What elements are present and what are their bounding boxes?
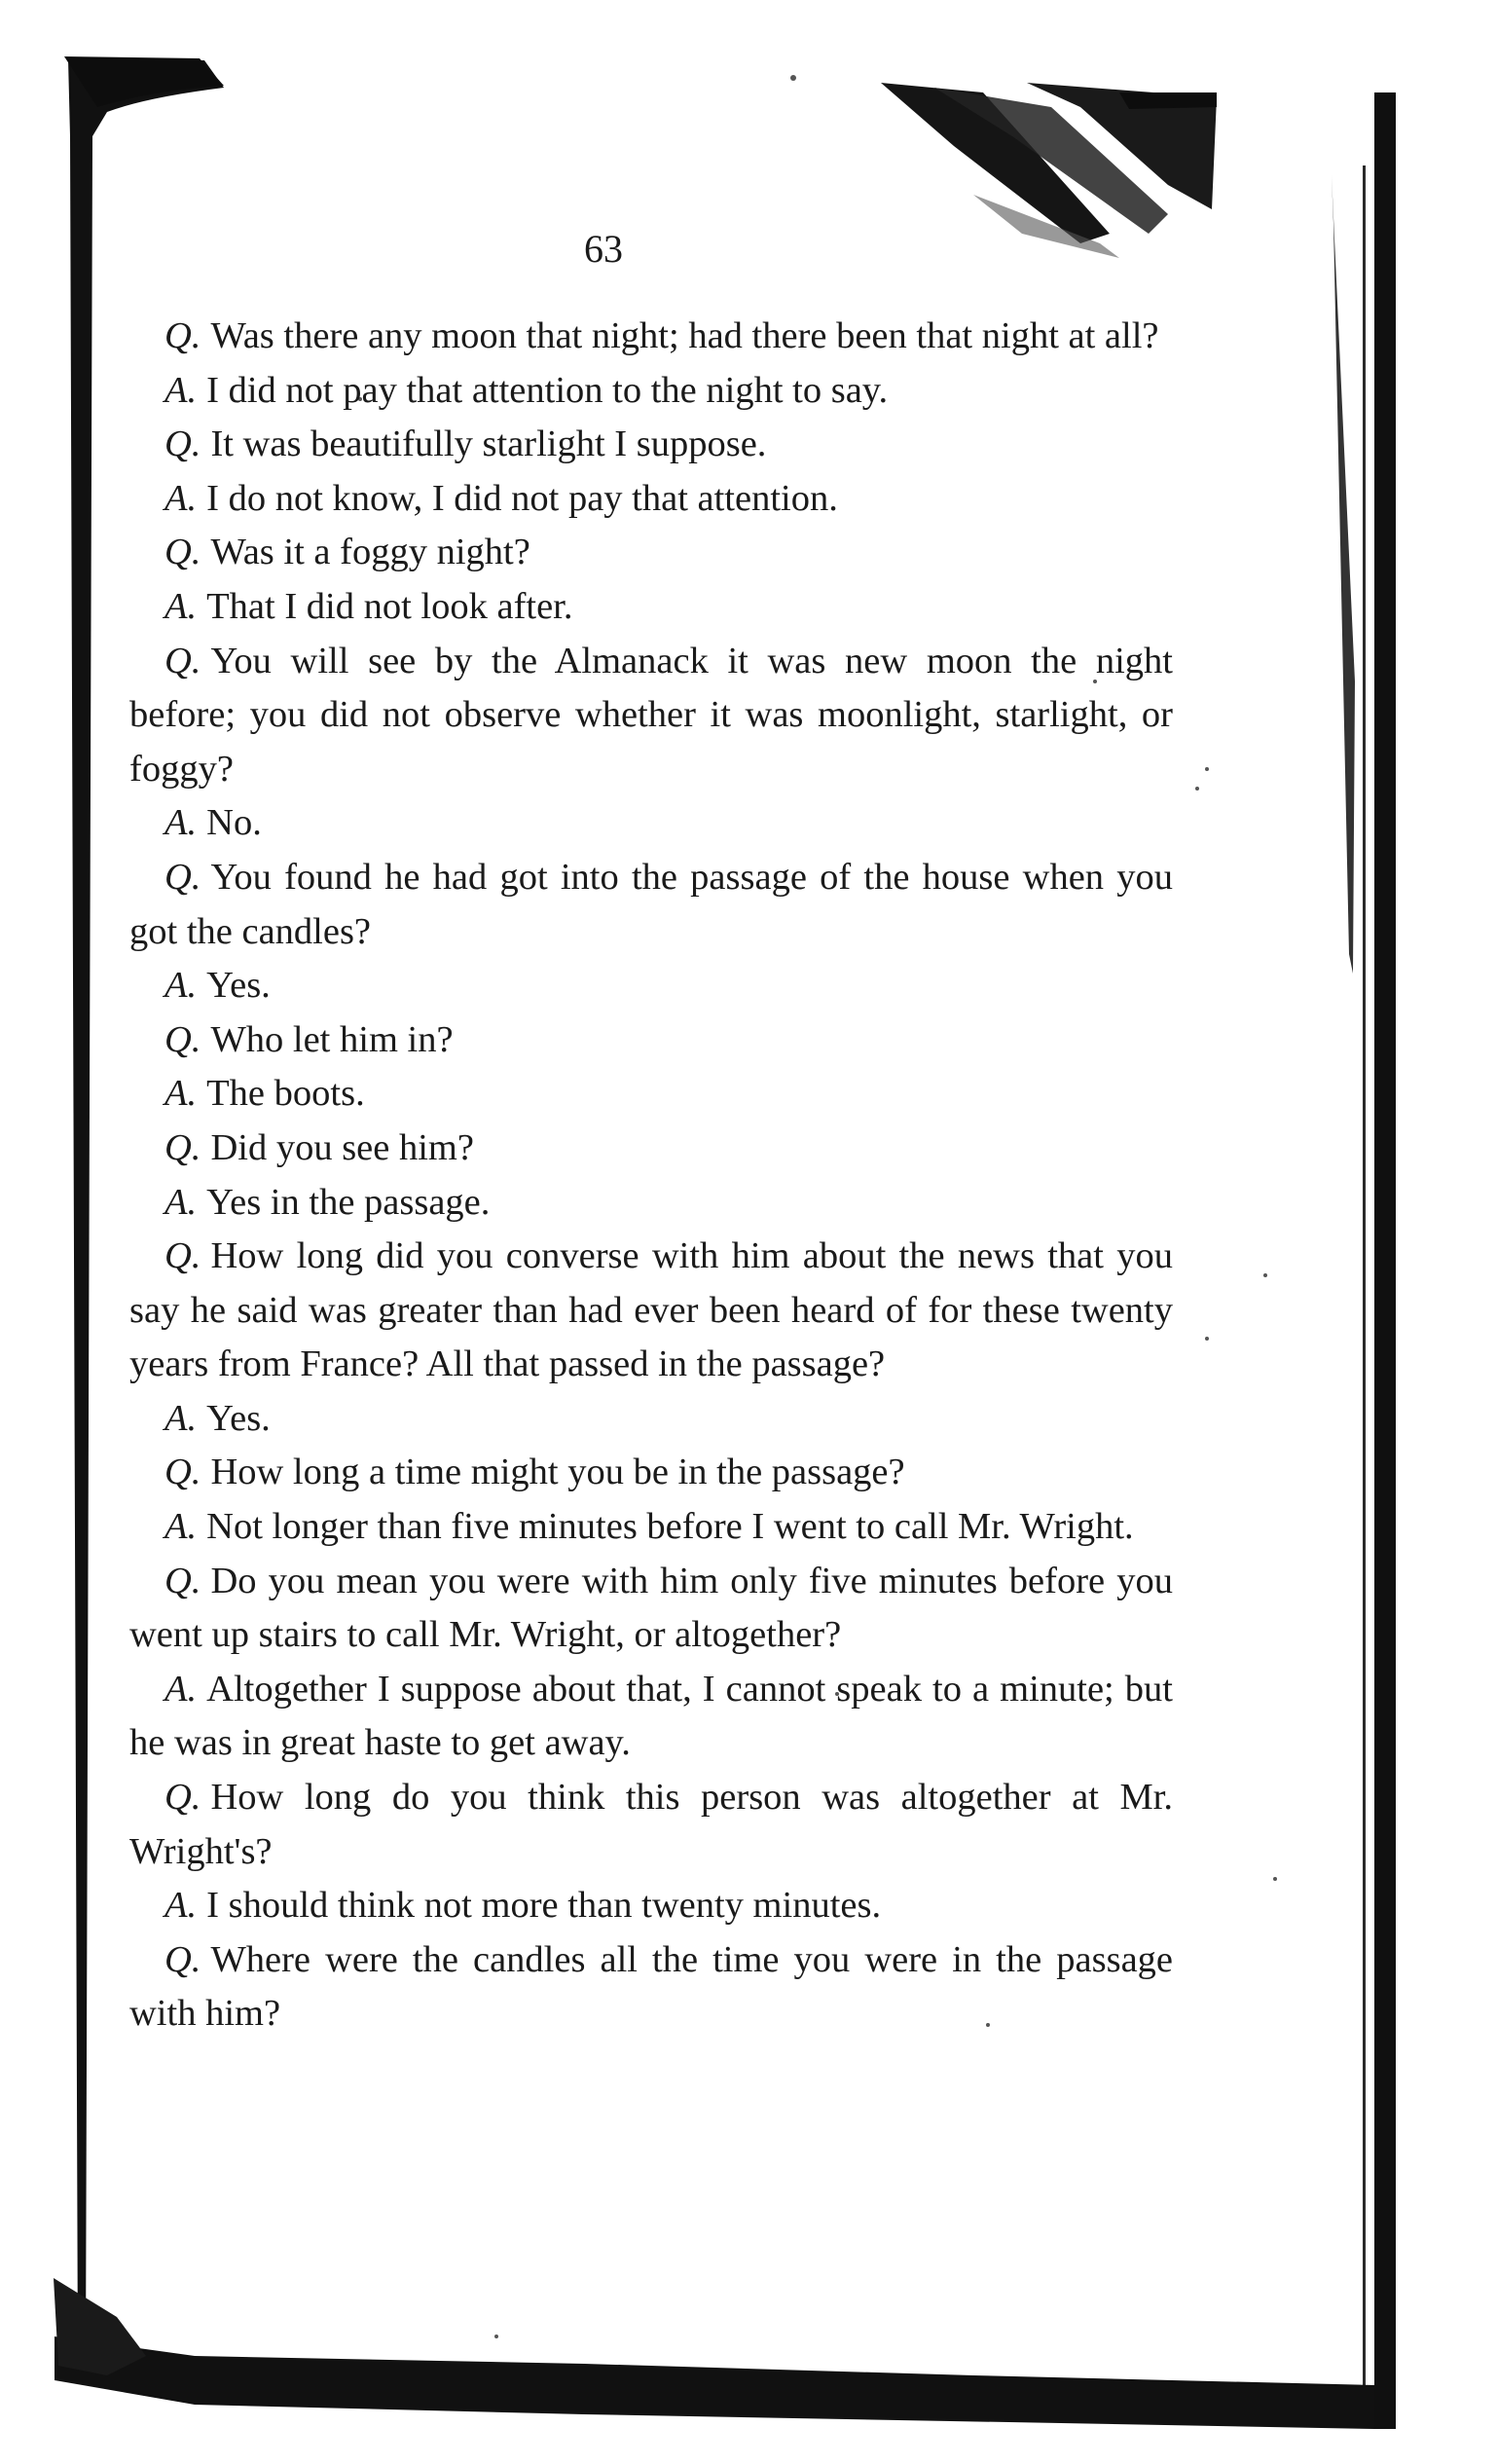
paragraph-text: How long a time might you be in the passage? — [210, 1452, 905, 1493]
page-number: 63 — [584, 227, 623, 271]
paragraph-text: Yes. — [206, 1397, 271, 1439]
paragraph-text: Yes in the passage. — [206, 1181, 491, 1223]
speaker-label: Q. — [164, 640, 201, 681]
qa-paragraph — [129, 1446, 1173, 1500]
qa-paragraph — [129, 1933, 1173, 2041]
qa-paragraph — [129, 1067, 1173, 1122]
qa-paragraph — [129, 1392, 1173, 1447]
top-right-ink-smudge — [881, 83, 1217, 258]
speaker-label: A. — [164, 477, 198, 519]
speaker-label: Q. — [164, 1452, 201, 1493]
speaker-label: Q. — [164, 315, 201, 356]
qa-paragraph — [129, 1176, 1173, 1231]
speaker-label: A. — [164, 369, 198, 411]
qa-paragraph — [129, 472, 1173, 527]
bottom-left-smudge — [54, 2278, 146, 2375]
paragraph-text: Altogether I suppose about that, I cannot speak to a minute; but he was in great haste to get away. — [129, 1668, 1173, 1764]
qa-paragraph — [129, 310, 1173, 364]
qa-paragraph — [129, 1555, 1173, 1663]
qa-paragraph — [129, 959, 1173, 1013]
speaker-label: Q. — [164, 1560, 201, 1601]
paragraph-text: How long did you converse with him about the news that you say he said was greater than had ever been heard of for these twenty years from France? All that passed in the passage? — [129, 1235, 1173, 1385]
qa-paragraph — [129, 1771, 1173, 1879]
qa-paragraph — [129, 1230, 1173, 1392]
qa-paragraph — [129, 364, 1173, 419]
paragraph-text: Not longer than five minutes before I went to call Mr. Wright. — [206, 1506, 1134, 1548]
speaker-label: Q. — [164, 1018, 201, 1060]
paragraph-text: No. — [206, 802, 262, 844]
speaker-label: A. — [164, 1506, 198, 1548]
speaker-label: A. — [164, 802, 198, 844]
qa-paragraph — [129, 1663, 1173, 1771]
speaker-label: A. — [164, 1181, 198, 1223]
transcript-body — [129, 310, 1173, 2041]
speaker-label: A. — [164, 1668, 198, 1710]
paragraph-text: Who let him in? — [210, 1018, 454, 1060]
qa-paragraph — [129, 526, 1173, 580]
speaker-label: A. — [164, 585, 198, 627]
paragraph-text: Was it a foggy night? — [210, 532, 530, 573]
speaker-label: Q. — [164, 856, 201, 898]
paragraph-text: You found he had got into the passage of the house when you got the candles? — [129, 856, 1173, 952]
speaker-label: Q. — [164, 1126, 201, 1168]
qa-paragraph — [129, 580, 1173, 635]
paragraph-text: Yes. — [206, 965, 271, 1007]
speaker-label: A. — [164, 1397, 198, 1439]
paragraph-text: Did you see him? — [210, 1126, 474, 1168]
bottom-page-border — [55, 2336, 1374, 2429]
right-inner-line — [1363, 165, 1366, 2385]
speaker-label: A. — [164, 1885, 198, 1927]
paragraph-text: How long do you think this person was altogether at Mr. Wright's? — [129, 1777, 1173, 1872]
speaker-label: A. — [164, 1073, 198, 1115]
speaker-label: Q. — [164, 1777, 201, 1819]
paragraph-text: That I did not look after. — [206, 585, 573, 627]
speaker-label: Q. — [164, 1235, 201, 1277]
qa-paragraph — [129, 1500, 1173, 1555]
speaker-label: A. — [164, 965, 198, 1007]
paragraph-text: The boots. — [206, 1073, 365, 1115]
speaker-label: Q. — [164, 423, 201, 465]
paragraph-text: Was there any moon that night; had there been that night at all? — [210, 315, 1159, 356]
paragraph-text: It was beautifully starlight I suppose. — [210, 423, 767, 465]
paragraph-text: I should think not more than twenty minutes. — [206, 1885, 882, 1927]
paragraph-text: You will see by the Almanack it was new moon the night before; you did not observe whether it was moonlight, starlight, or foggy? — [129, 640, 1173, 790]
qa-paragraph — [129, 418, 1173, 472]
qa-paragraph — [129, 1879, 1173, 1933]
right-page-border — [1374, 92, 1396, 2429]
qa-paragraph — [129, 851, 1173, 959]
speaker-label: Q. — [164, 1938, 201, 1980]
paragraph-text: I did not pay that attention to the night to say. — [206, 369, 889, 411]
qa-paragraph — [129, 635, 1173, 797]
right-edge-line — [1332, 175, 1355, 974]
qa-paragraph — [129, 796, 1173, 851]
paragraph-text: Where were the candles all the time you were in the passage with him? — [129, 1938, 1173, 2035]
paragraph-text: I do not know, I did not pay that attention. — [206, 477, 838, 519]
speaker-label: Q. — [164, 532, 201, 573]
paragraph-text: Do you mean you were with him only five minutes before you went up stairs to call Mr. Wright, or altogether? — [129, 1560, 1173, 1656]
qa-paragraph — [129, 1122, 1173, 1176]
qa-paragraph — [129, 1013, 1173, 1068]
